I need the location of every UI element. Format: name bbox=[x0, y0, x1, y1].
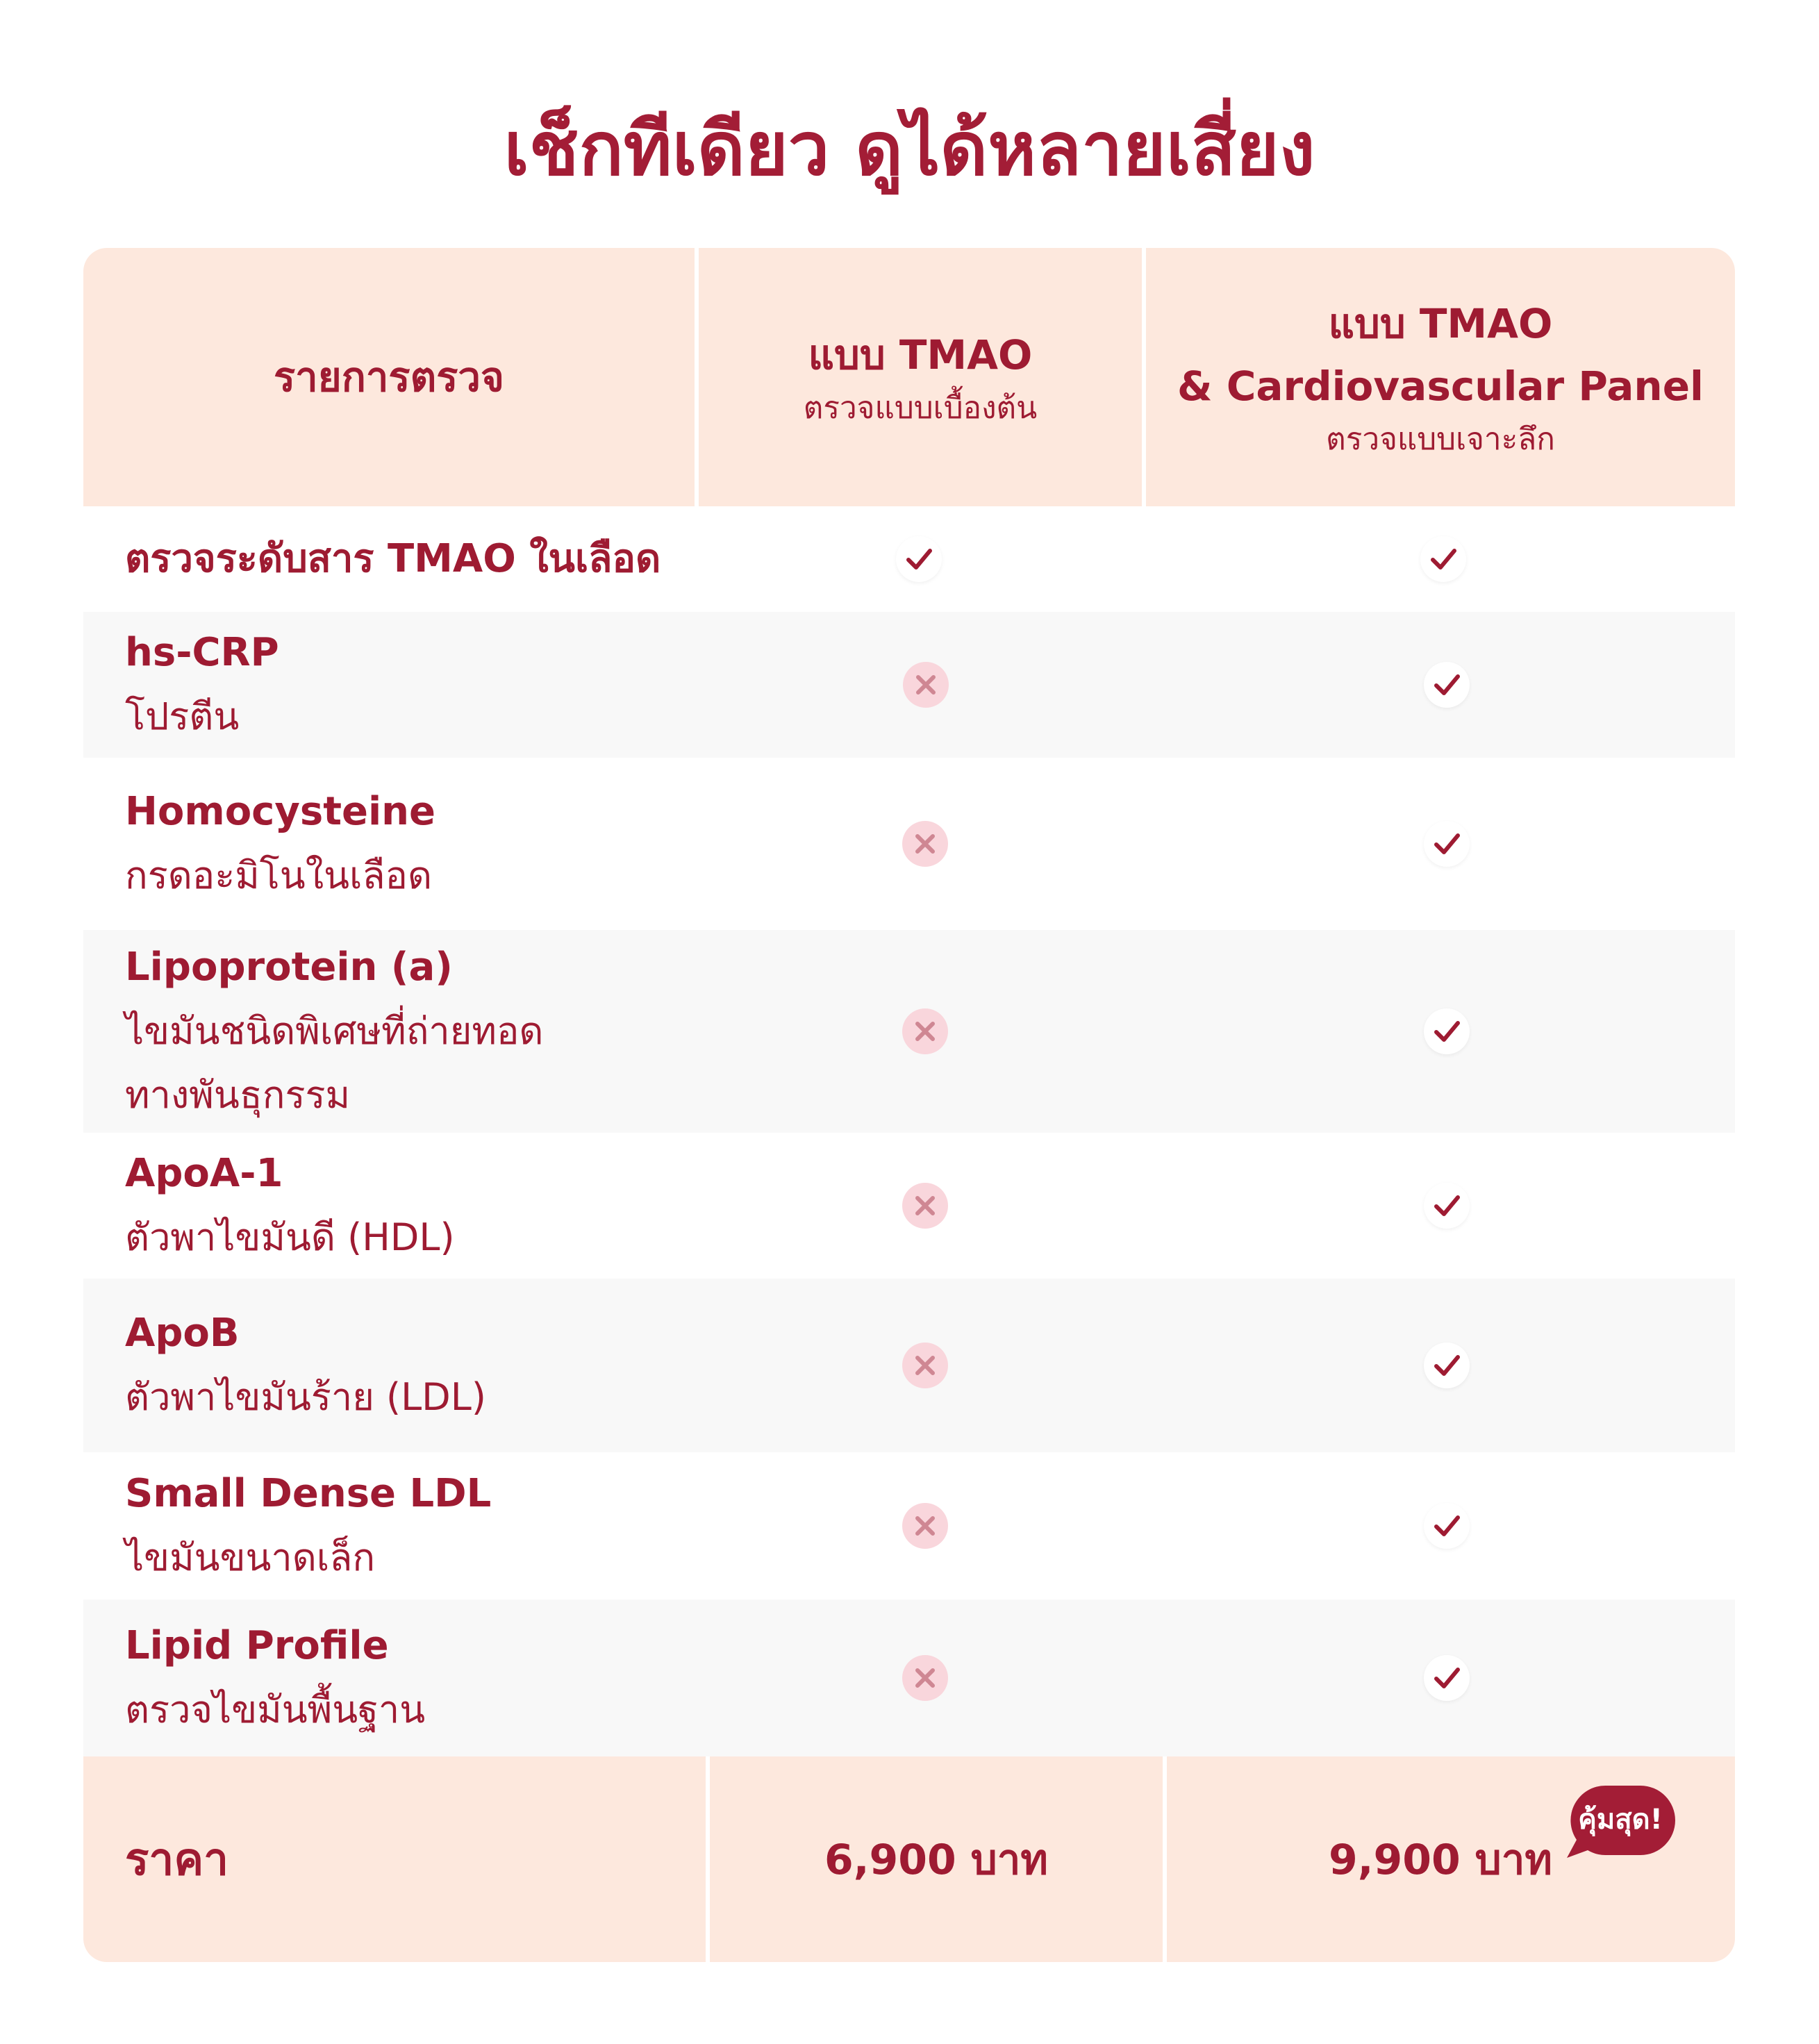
test-description: ไขมันขนาดเล็ก bbox=[125, 1536, 376, 1579]
table-row bbox=[83, 930, 1735, 1133]
row-label bbox=[125, 612, 279, 758]
header-basic-subtitle: ตรวจแบบเบื้องต้น bbox=[803, 390, 1038, 426]
table-row bbox=[83, 506, 1735, 612]
price-label: ราคา bbox=[125, 1834, 229, 1886]
row-label bbox=[125, 1279, 486, 1452]
comparison-table bbox=[83, 248, 1735, 1962]
test-name: hs-CRP bbox=[125, 630, 279, 675]
check-icon bbox=[1424, 1655, 1470, 1701]
header-cell-basic bbox=[699, 248, 1142, 506]
header-items-label: รายการตรวจ bbox=[274, 354, 504, 401]
price-label-wrap bbox=[125, 1756, 229, 1962]
test-description: ตัวพาไขมันดี (HDL) bbox=[125, 1215, 455, 1259]
test-name: Lipid Profile bbox=[125, 1623, 389, 1668]
price-basic-cell bbox=[710, 1756, 1163, 1962]
price-label-cell bbox=[83, 1756, 706, 1962]
check-icon bbox=[1424, 1343, 1470, 1388]
check-icon bbox=[1424, 821, 1470, 867]
cross-icon bbox=[902, 1503, 948, 1549]
table-row bbox=[83, 1452, 1735, 1600]
row-label bbox=[125, 506, 661, 612]
row-label bbox=[125, 930, 544, 1133]
table-row bbox=[83, 758, 1735, 930]
test-description: กรดอะมิโนในเลือด bbox=[125, 854, 433, 897]
test-name: ApoA-1 bbox=[125, 1151, 283, 1196]
row-label bbox=[125, 1133, 455, 1279]
check-icon bbox=[1424, 1008, 1470, 1054]
best-value-badge: คุ้มสุด! bbox=[1578, 1804, 1663, 1836]
page-title: เช็กทีเดียว ดูได้หลายเสี่ยง bbox=[504, 106, 1315, 192]
test-description: ตรวจไขมันพื้นฐาน bbox=[125, 1688, 426, 1731]
test-name: Lipoprotein (a) bbox=[125, 945, 453, 990]
header-basic-title: แบบ TMAO bbox=[808, 331, 1033, 379]
row-label bbox=[125, 1600, 425, 1756]
price-full: 9,900 บาท bbox=[1328, 1835, 1552, 1884]
test-description: ตัวพาไขมันร้าย (LDL) bbox=[125, 1375, 486, 1419]
cross-icon bbox=[902, 821, 948, 867]
check-icon bbox=[1424, 1503, 1470, 1549]
test-name: Small Dense LDL bbox=[125, 1471, 492, 1516]
table-header bbox=[83, 248, 1735, 506]
table-row bbox=[83, 1279, 1735, 1452]
table-row bbox=[83, 612, 1735, 758]
test-description: โปรตีน bbox=[125, 695, 240, 738]
header-full-title-line2: & Cardiovascular Panel bbox=[1177, 363, 1704, 410]
header-cell-full bbox=[1146, 248, 1735, 506]
cross-icon bbox=[902, 1008, 948, 1054]
check-icon bbox=[1424, 1183, 1470, 1229]
check-icon bbox=[1420, 536, 1466, 582]
table-row bbox=[83, 1600, 1735, 1756]
header-full-title-line1: แบบ TMAO bbox=[1328, 300, 1553, 347]
row-label bbox=[125, 1452, 491, 1600]
test-name: Homocysteine bbox=[125, 789, 435, 834]
test-description: ไขมันชนิดพิเศษที่ถ่ายทอด bbox=[125, 1009, 544, 1053]
cross-icon bbox=[902, 1655, 948, 1701]
cross-icon bbox=[902, 1343, 948, 1388]
price-row bbox=[83, 1756, 1735, 1962]
cross-icon bbox=[902, 1183, 948, 1229]
check-icon bbox=[896, 536, 942, 582]
header-cell-items bbox=[83, 248, 695, 506]
header-full-subtitle: ตรวจแบบเจาะลึก bbox=[1326, 422, 1555, 457]
cross-icon bbox=[903, 662, 949, 708]
table-row bbox=[83, 1133, 1735, 1279]
row-label bbox=[125, 758, 435, 930]
test-name: ApoB bbox=[125, 1311, 240, 1356]
test-description-line2: ทางพันธุกรรม bbox=[125, 1073, 351, 1117]
price-basic: 6,900 บาท bbox=[824, 1835, 1048, 1884]
check-icon bbox=[1424, 662, 1470, 708]
test-name: ตรวจระดับสาร TMAO ในเลือด bbox=[125, 536, 661, 581]
